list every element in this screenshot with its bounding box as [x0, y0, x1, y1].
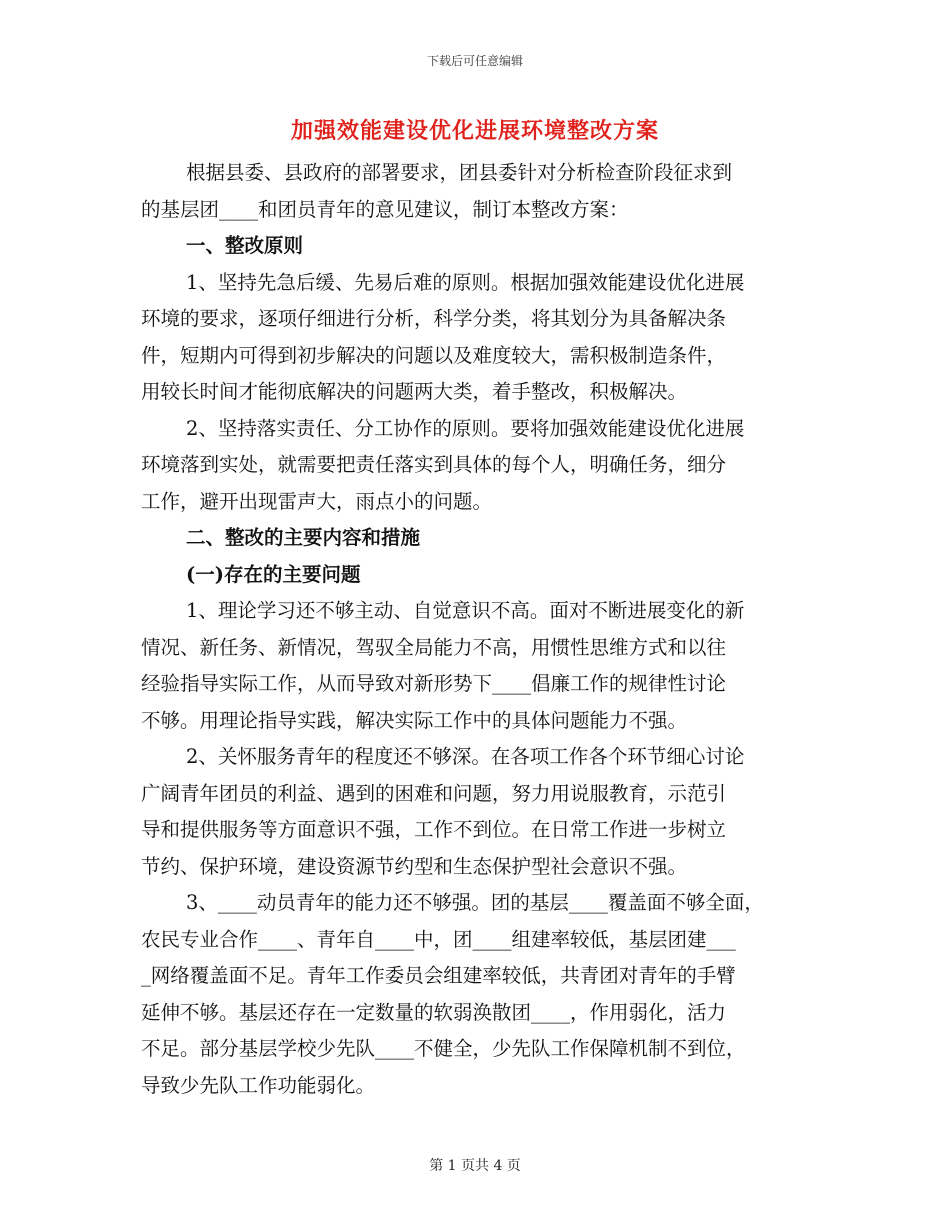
- paragraph-line: 环境落到实处，就需要把责任落实到具体的每个人，明确任务，细分: [141, 453, 727, 476]
- section-heading: 一、整改原则: [186, 234, 304, 257]
- paragraph-line: 工作，避开出现雷声大，雨点小的问题。: [141, 489, 493, 513]
- paragraph-line: 经验指导实际工作，从而导致对新形势下____倡廉工作的规律性讨论: [141, 672, 727, 695]
- paragraph-line: 1、坚持先急后缓、先易后难的原则。根据加强效能建设优化进展: [186, 270, 745, 294]
- document-body: [141, 155, 821, 1104]
- paragraph-line: 2、坚持落实责任、分工协作的原则。要将加强效能建设优化进展: [186, 416, 745, 440]
- paragraph-line: 农民专业合作____、青年自____中，团____组建率较低，基层团建___: [141, 927, 736, 951]
- paragraph-line: 3、____动员青年的能力还不够强。团的基层____覆盖面不够全面，: [186, 891, 764, 914]
- paragraph-line: 件，短期内可得到初步解决的问题以及难度较大，需积极制造条件，: [141, 343, 727, 367]
- paragraph-line: 情况、新任务、新情况，驾驭全局能力不高，用惯性思维方式和以往: [141, 635, 727, 659]
- paragraph-line: 2、关怀服务青年的程度还不够深。在各项工作各个环节细心讨论: [186, 745, 745, 768]
- paragraph-line: _网络覆盖面不足。青年工作委员会组建率较低，共青团对青年的手臂: [141, 964, 736, 987]
- paragraph-line: 节约、保护环境，建设资源节约型和生态保护型社会意识不强。: [141, 854, 688, 878]
- paragraph-line: 不足。部分基层学校少先队____不健全，少先队工作保障机制不到位，: [141, 1037, 746, 1060]
- subsection-heading: (一)存在的主要问题: [186, 562, 361, 586]
- paragraph-line: 的基层团____和团员青年的意见建议，制订本整改方案：: [141, 197, 629, 221]
- paragraph-line: 环境的要求，逐项仔细进行分析，科学分类，将其划分为具备解决条: [141, 307, 727, 330]
- header-note: 下载后可任意编辑: [426, 54, 523, 68]
- paragraph-line: 1、理论学习还不够主动、自觉意识不高。面对不断进展变化的新: [186, 599, 745, 622]
- paragraph-line: 不够。用理论指导实践，解决实际工作中的具体问题能力不强。: [141, 708, 688, 732]
- paragraph-line: 延伸不够。基层还存在一定数量的软弱涣散团____，作用弱化，活力: [141, 1000, 727, 1024]
- paragraph-line: 用较长时间才能彻底解决的问题两大类，着手整改，积极解决。: [141, 380, 688, 403]
- paragraph-line: 导和提供服务等方面意识不强，工作不到位。在日常工作进一步树立: [141, 818, 727, 841]
- section-heading: 二、整改的主要内容和措施: [186, 526, 421, 549]
- document-title: 加强效能建设优化进展环境整改方案: [290, 118, 659, 144]
- page-footer: 第 1 页共 4 页: [429, 1158, 521, 1174]
- paragraph-line: 导致少先队工作功能弱化。: [141, 1073, 376, 1097]
- paragraph-line: 广阔青年团员的利益、遇到的困难和问题，努力用说服教育，示范引: [141, 781, 727, 805]
- paragraph-line: 根据县委、县政府的部署要求，团县委针对分析检查阶段征求到: [186, 161, 733, 184]
